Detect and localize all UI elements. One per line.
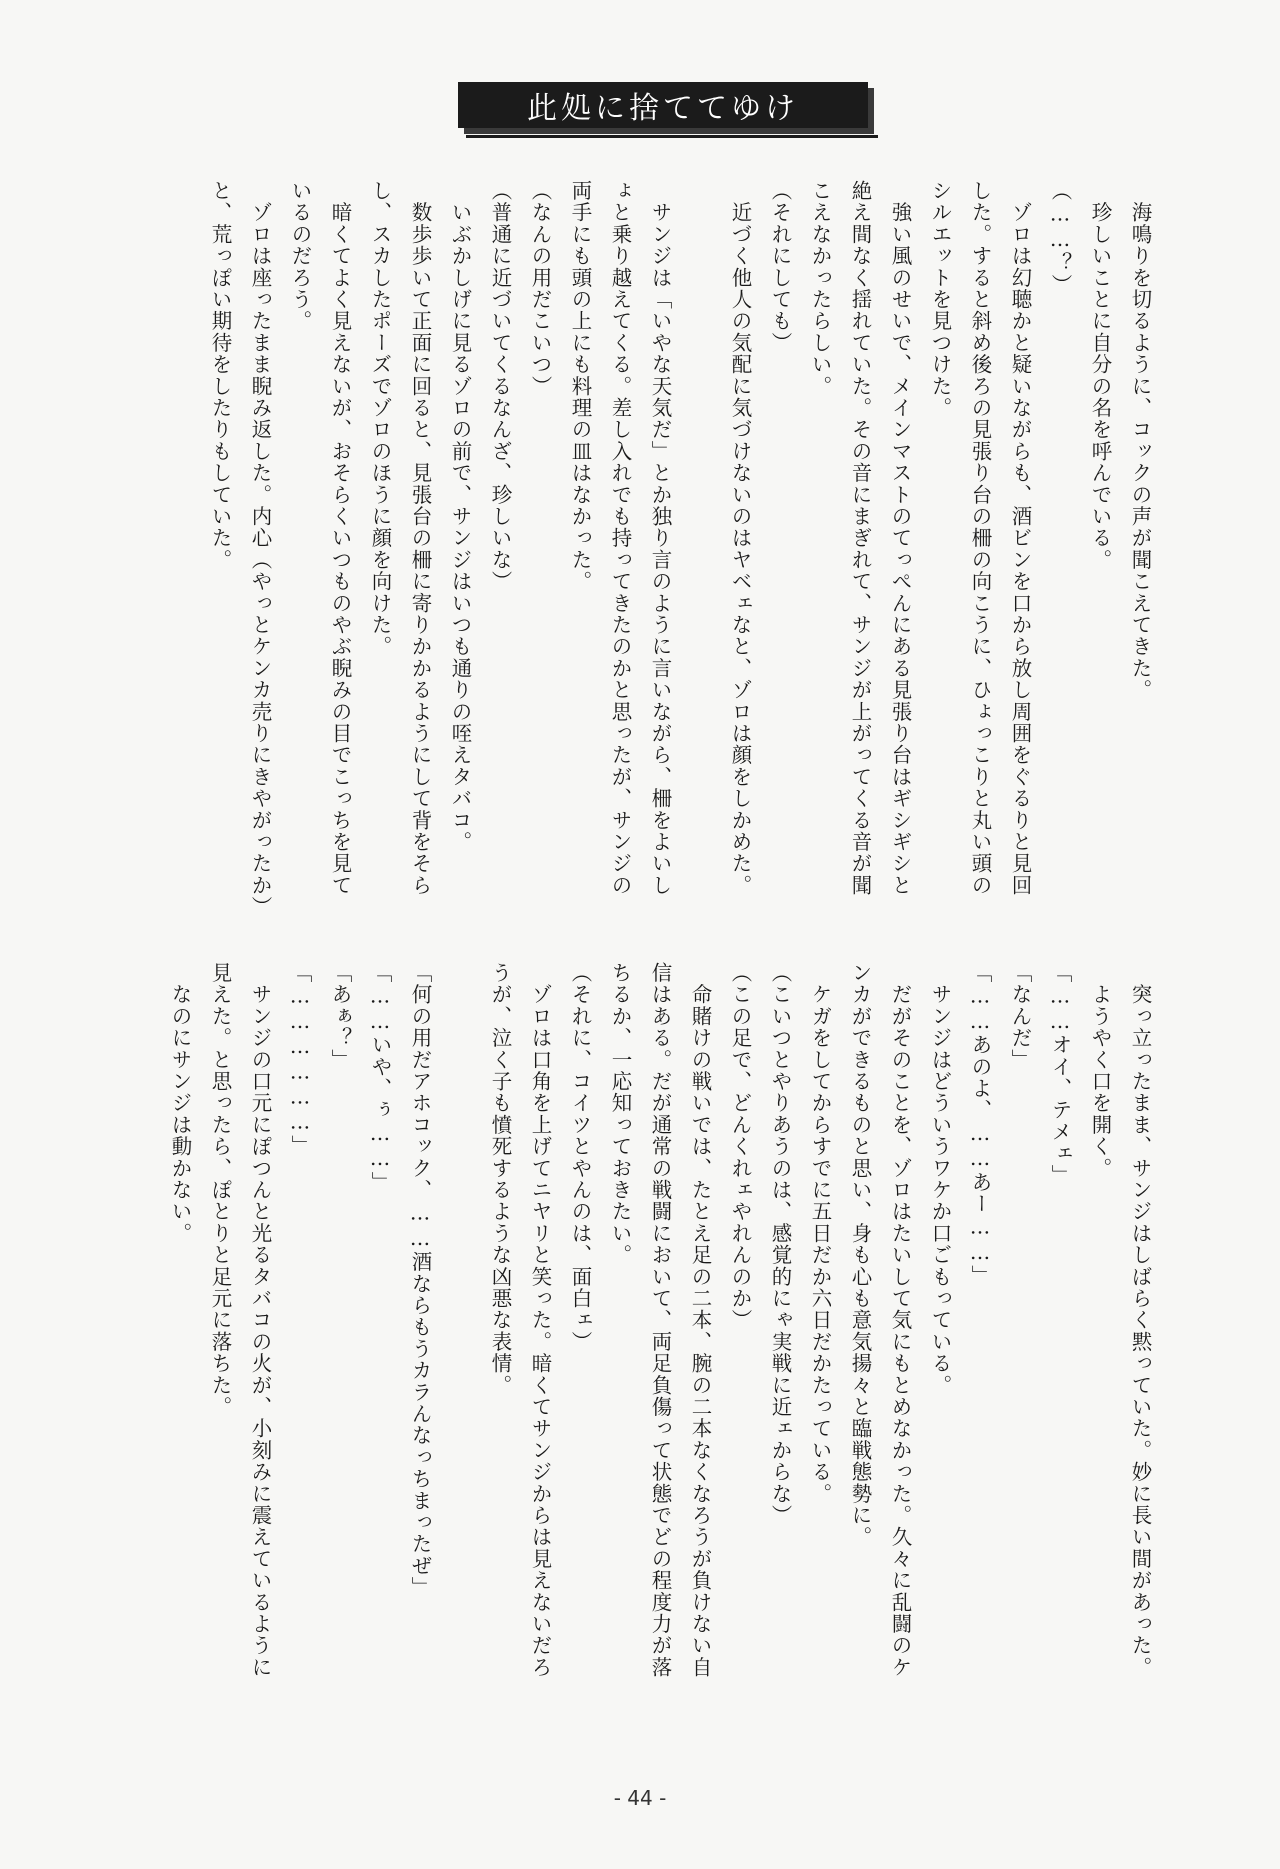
lower-text-block — [170, 962, 1160, 1732]
text-line: （それにしても） — [768, 180, 792, 354]
title-underline — [466, 135, 878, 138]
text-line — [680, 180, 720, 940]
text-line: 「………………」 — [288, 962, 312, 1157]
text-line: 珍しいことに自分の名を呼んでいる。 — [1088, 180, 1112, 571]
text-line: サンジは「いやな天気だ」とか独り言のように言いながら、柵をよいし — [648, 180, 672, 897]
text-line: 海鳴りを切るように、コックの声が聞こえてきた。 — [1128, 180, 1152, 701]
text-line: こえなかったらしい。 — [808, 180, 832, 397]
text-line: （なんの用だこいつ） — [528, 180, 552, 397]
text-line: した。すると斜め後ろの見張り台の柵の向こうに、ひょっこりと丸い頭の — [968, 180, 992, 897]
text-line: 暗くてよく見えないが、おそらくいつものやぶ睨みの目でこっちを見て — [328, 180, 352, 897]
text-line: （こいつとやりあうのは、感覚的にゃ実戦に近ェからな） — [768, 962, 792, 1527]
text-line: 突っ立ったまま、サンジはしばらく黙っていた。妙に長い間があった。 — [1128, 962, 1152, 1679]
text-line: サンジの口元にぽつんと光るタバコの火が、小刻みに震えているように — [248, 962, 272, 1679]
text-line: と、荒っぽい期待をしたりもしていた。 — [208, 180, 232, 571]
text-line: 「……あのよ、……あー……」 — [968, 962, 992, 1287]
text-line: ょと乗り越えてくる。差し入れでも持ってきたのかと思ったが、サンジの — [608, 180, 632, 897]
text-line: （……？） — [1048, 180, 1072, 296]
text-line: 「あぁ？」 — [328, 962, 352, 1071]
text-line: 「何の用だアホコック、……酒ならもうカラんなっちまったぜ」 — [408, 962, 432, 1599]
text-line: 「……いや、ぅ……」 — [368, 962, 392, 1193]
text-line — [440, 962, 480, 1732]
text-line: ゾロは口角を上げてニヤリと笑った。暗くてサンジからは見えないだろ — [528, 962, 552, 1679]
text-line: 見えた。と思ったら、ぽとりと足元に落ちた。 — [208, 962, 232, 1418]
text-line: （それに、コイツとやんのは、面白ェ） — [568, 962, 592, 1353]
text-line: ゾロは幻聴かと疑いながらも、酒ビンを口から放し周囲をぐるりと見回 — [1008, 180, 1032, 897]
text-line: いるのだろう。 — [288, 180, 312, 332]
text-line: ンカができるものと思い、身も心も意気揚々と臨戦態勢に。 — [848, 962, 872, 1548]
title-banner — [458, 82, 868, 128]
text-line: ケガをしてからすでに五日だか六日だかたっている。 — [808, 962, 832, 1505]
upper-text-block — [210, 180, 1160, 940]
text-line: いぶかしげに見るゾロの前で、サンジはいつも通りの咥えタバコ。 — [448, 180, 472, 853]
text-line: 信はある。だが通常の戦闘において、両足負傷って状態でどの程度力が落 — [648, 962, 672, 1679]
text-line: ようやく口を開く。 — [1088, 962, 1112, 1179]
text-line: ちるか、一応知っておきたい。 — [608, 962, 632, 1266]
text-line: 命賭けの戦いでは、たとえ足の二本、腕の二本なくなろうが負けない自 — [688, 962, 712, 1679]
page-number: - 44 - — [613, 1786, 667, 1810]
text-line: 「……オイ、テメェ」 — [1048, 962, 1072, 1186]
text-line: （この足で、どんくれェやれんのか） — [728, 962, 752, 1331]
text-line: 「なんだ」 — [1008, 962, 1032, 1071]
text-line: 近づく他人の気配に気づけないのはヤベェなと、ゾロは顔をしかめた。 — [728, 180, 752, 897]
page-title: 此処に捨ててゆけ — [527, 91, 799, 126]
text-line: ゾロは座ったまま睨み返した。内心（やっとケンカ売りにきやがったか） — [248, 180, 272, 918]
text-line: 強い風のせいで、メインマストのてっぺんにある見張り台はギシギシと — [888, 180, 912, 897]
text-line: （普通に近づいてくるなんざ、珍しいな） — [488, 180, 512, 593]
text-line: うが、泣く子も憤死するような凶悪な表情。 — [488, 962, 512, 1396]
text-line: だがそのことを、ゾロはたいして気にもとめなかった。久々に乱闘のケ — [888, 962, 912, 1679]
text-line: 絶え間なく揺れていた。その音にまぎれて、サンジが上がってくる音が聞 — [848, 180, 872, 897]
text-line: 両手にも頭の上にも料理の皿はなかった。 — [568, 180, 592, 593]
text-line: し、スカしたポーズでゾロのほうに顔を向けた。 — [368, 180, 392, 658]
text-line: 数歩歩いて正面に回ると、見張台の柵に寄りかかるようにして背をそら — [408, 180, 432, 897]
text-line: なのにサンジは動かない。 — [168, 962, 192, 1245]
text-line: シルエットを見つけた。 — [928, 180, 952, 419]
text-line: サンジはどういうワケか口ごもっている。 — [928, 962, 952, 1396]
